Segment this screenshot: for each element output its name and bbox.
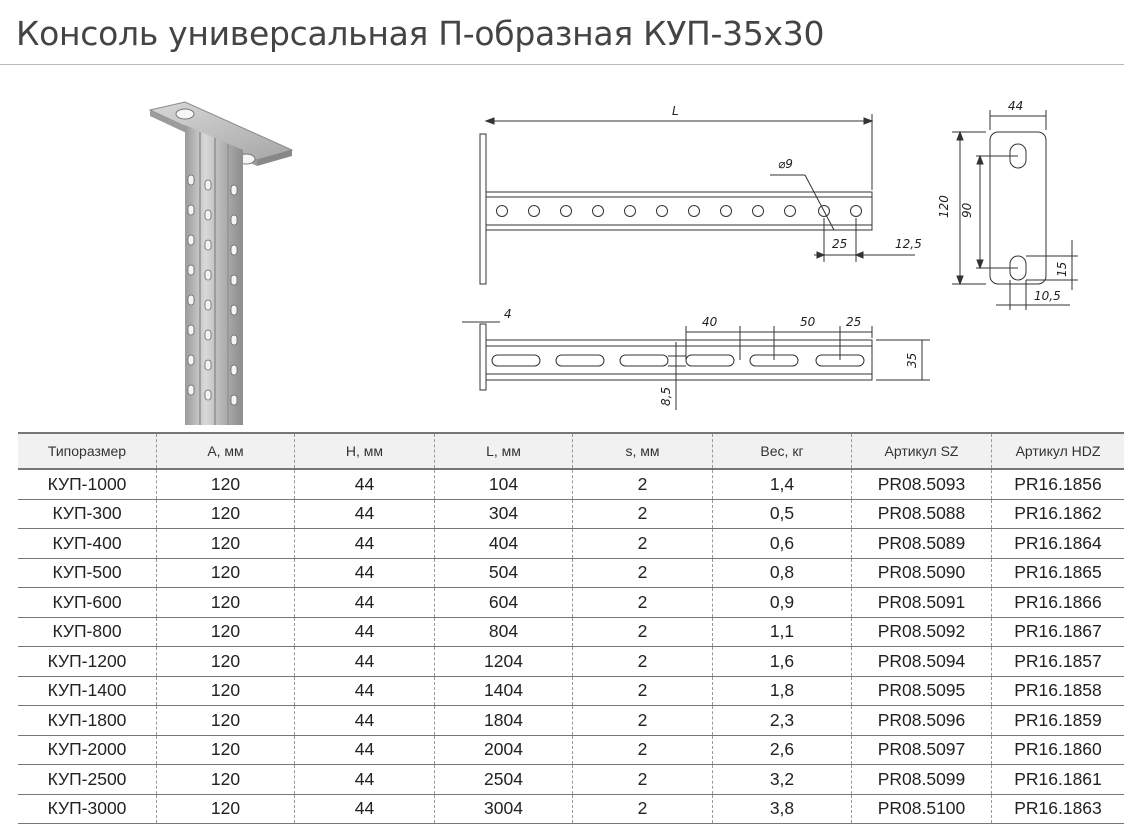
- cell-a: 120: [157, 588, 295, 618]
- cell-s: 2: [573, 647, 713, 677]
- cell-s: 2: [573, 794, 713, 824]
- cell-h: 44: [295, 529, 435, 559]
- cell-s: 2: [573, 765, 713, 795]
- cell-h: 44: [295, 588, 435, 618]
- cell-weight: 1,8: [713, 676, 852, 706]
- cell-sku-sz: PR08.5089: [852, 529, 992, 559]
- cell-size: КУП-800: [18, 617, 157, 647]
- cell-sku-hdz: PR16.1863: [992, 794, 1125, 824]
- cell-size: КУП-2000: [18, 735, 157, 765]
- cell-sku-hdz: PR16.1866: [992, 588, 1125, 618]
- cell-h: 44: [295, 617, 435, 647]
- cell-weight: 3,8: [713, 794, 852, 824]
- cell-weight: 1,4: [713, 469, 852, 499]
- cell-sku-hdz: PR16.1867: [992, 617, 1125, 647]
- cell-a: 120: [157, 499, 295, 529]
- table-body: [18, 469, 1124, 824]
- cell-h: 44: [295, 794, 435, 824]
- cell-sku-hdz: PR16.1864: [992, 529, 1125, 559]
- cell-h: 44: [295, 469, 435, 499]
- col-header-h: H, мм: [295, 433, 435, 469]
- cell-l: 1404: [435, 676, 573, 706]
- table-header-row: [18, 433, 1124, 469]
- dim-10-5: 10,5: [1034, 289, 1061, 303]
- cell-s: 2: [573, 676, 713, 706]
- cell-size: КУП-300: [18, 499, 157, 529]
- cell-weight: 1,1: [713, 617, 852, 647]
- table-row: [18, 617, 1124, 647]
- cell-size: КУП-1000: [18, 469, 157, 499]
- cell-l: 104: [435, 469, 573, 499]
- col-header-weight: Вес, кг: [713, 433, 852, 469]
- cell-sku-sz: PR08.5096: [852, 706, 992, 736]
- dim-hole-diameter: ⌀9: [778, 157, 793, 171]
- cell-weight: 0,5: [713, 499, 852, 529]
- cell-s: 2: [573, 529, 713, 559]
- dim-25-top: 25: [832, 237, 848, 251]
- table-row: [18, 499, 1124, 529]
- cell-sku-sz: PR08.5091: [852, 588, 992, 618]
- cell-l: 404: [435, 529, 573, 559]
- cell-size: КУП-1400: [18, 676, 157, 706]
- cell-s: 2: [573, 588, 713, 618]
- cell-a: 120: [157, 676, 295, 706]
- cell-weight: 0,8: [713, 558, 852, 588]
- cell-l: 1204: [435, 647, 573, 677]
- cell-h: 44: [295, 706, 435, 736]
- cell-s: 2: [573, 469, 713, 499]
- cell-h: 44: [295, 647, 435, 677]
- cell-a: 120: [157, 794, 295, 824]
- table-row: [18, 469, 1124, 499]
- dim-90: 90: [960, 202, 974, 218]
- cell-l: 804: [435, 617, 573, 647]
- cell-s: 2: [573, 558, 713, 588]
- cell-sku-hdz: PR16.1857: [992, 647, 1125, 677]
- dim-4: 4: [504, 307, 512, 321]
- cell-h: 44: [295, 558, 435, 588]
- cell-sku-sz: PR08.5090: [852, 558, 992, 588]
- cell-a: 120: [157, 647, 295, 677]
- cell-l: 604: [435, 588, 573, 618]
- cell-l: 2504: [435, 765, 573, 795]
- cell-s: 2: [573, 735, 713, 765]
- cell-a: 120: [157, 706, 295, 736]
- cell-size: КУП-500: [18, 558, 157, 588]
- cell-sku-hdz: PR16.1862: [992, 499, 1125, 529]
- cell-size: КУП-2500: [18, 765, 157, 795]
- cell-sku-sz: PR08.5093: [852, 469, 992, 499]
- cell-h: 44: [295, 676, 435, 706]
- table-row: [18, 647, 1124, 677]
- cell-s: 2: [573, 499, 713, 529]
- cell-a: 120: [157, 735, 295, 765]
- cell-sku-sz: PR08.5100: [852, 794, 992, 824]
- cell-sku-sz: PR08.5092: [852, 617, 992, 647]
- technical-drawing: [0, 80, 1124, 425]
- cell-s: 2: [573, 706, 713, 736]
- product-photo: [150, 102, 292, 425]
- specs-table: [18, 432, 1124, 824]
- table-row: [18, 735, 1124, 765]
- col-header-sku-sz: Артикул SZ: [852, 433, 992, 469]
- dim-12-5: 12,5: [895, 237, 922, 251]
- cell-a: 120: [157, 617, 295, 647]
- cell-weight: 0,6: [713, 529, 852, 559]
- table-row: [18, 706, 1124, 736]
- cell-sku-hdz: PR16.1861: [992, 765, 1125, 795]
- table-row: [18, 765, 1124, 795]
- bottom-view: [462, 322, 930, 410]
- dim-40: 40: [702, 315, 718, 329]
- cell-l: 1804: [435, 706, 573, 736]
- dim-L: L: [672, 104, 679, 118]
- cell-s: 2: [573, 617, 713, 647]
- col-header-s: s, мм: [573, 433, 713, 469]
- table-row: [18, 558, 1124, 588]
- dim-50: 50: [800, 315, 816, 329]
- side-view: [480, 114, 915, 284]
- cell-sku-hdz: PR16.1858: [992, 676, 1125, 706]
- cell-sku-sz: PR08.5095: [852, 676, 992, 706]
- page-title: Консоль универсальная П-образная КУП-35x30: [16, 14, 825, 53]
- table-row: [18, 588, 1124, 618]
- cell-sku-hdz: PR16.1859: [992, 706, 1125, 736]
- cell-sku-hdz: PR16.1856: [992, 469, 1125, 499]
- cell-a: 120: [157, 469, 295, 499]
- cell-size: КУП-3000: [18, 794, 157, 824]
- col-header-size: Типоразмер: [18, 433, 157, 469]
- cell-a: 120: [157, 765, 295, 795]
- cell-weight: 2,3: [713, 706, 852, 736]
- table-row: [18, 794, 1124, 824]
- cell-sku-sz: PR08.5097: [852, 735, 992, 765]
- cell-size: КУП-1200: [18, 647, 157, 677]
- cell-size: КУП-600: [18, 588, 157, 618]
- dim-15: 15: [1055, 261, 1069, 277]
- dim-25-bottom: 25: [846, 315, 862, 329]
- col-header-l: L, мм: [435, 433, 573, 469]
- cell-l: 3004: [435, 794, 573, 824]
- cell-l: 2004: [435, 735, 573, 765]
- cell-weight: 1,6: [713, 647, 852, 677]
- cell-sku-sz: PR08.5099: [852, 765, 992, 795]
- col-header-sku-hdz: Артикул HDZ: [992, 433, 1125, 469]
- cell-h: 44: [295, 735, 435, 765]
- table-row: [18, 529, 1124, 559]
- dim-35: 35: [905, 352, 919, 368]
- title-divider: [0, 64, 1124, 65]
- cell-weight: 2,6: [713, 735, 852, 765]
- cell-size: КУП-1800: [18, 706, 157, 736]
- table-row: [18, 676, 1124, 706]
- cell-sku-sz: PR08.5094: [852, 647, 992, 677]
- cell-h: 44: [295, 499, 435, 529]
- dim-120: 120: [937, 195, 951, 218]
- cell-sku-hdz: PR16.1865: [992, 558, 1125, 588]
- cell-sku-sz: PR08.5088: [852, 499, 992, 529]
- cell-size: КУП-400: [18, 529, 157, 559]
- cell-l: 304: [435, 499, 573, 529]
- cell-weight: 0,9: [713, 588, 852, 618]
- cell-h: 44: [295, 765, 435, 795]
- dim-44: 44: [1008, 99, 1024, 113]
- cell-l: 504: [435, 558, 573, 588]
- cell-weight: 3,2: [713, 765, 852, 795]
- col-header-a: A, мм: [157, 433, 295, 469]
- cell-a: 120: [157, 529, 295, 559]
- dim-8-5: 8,5: [659, 386, 673, 406]
- cell-sku-hdz: PR16.1860: [992, 735, 1125, 765]
- cell-a: 120: [157, 558, 295, 588]
